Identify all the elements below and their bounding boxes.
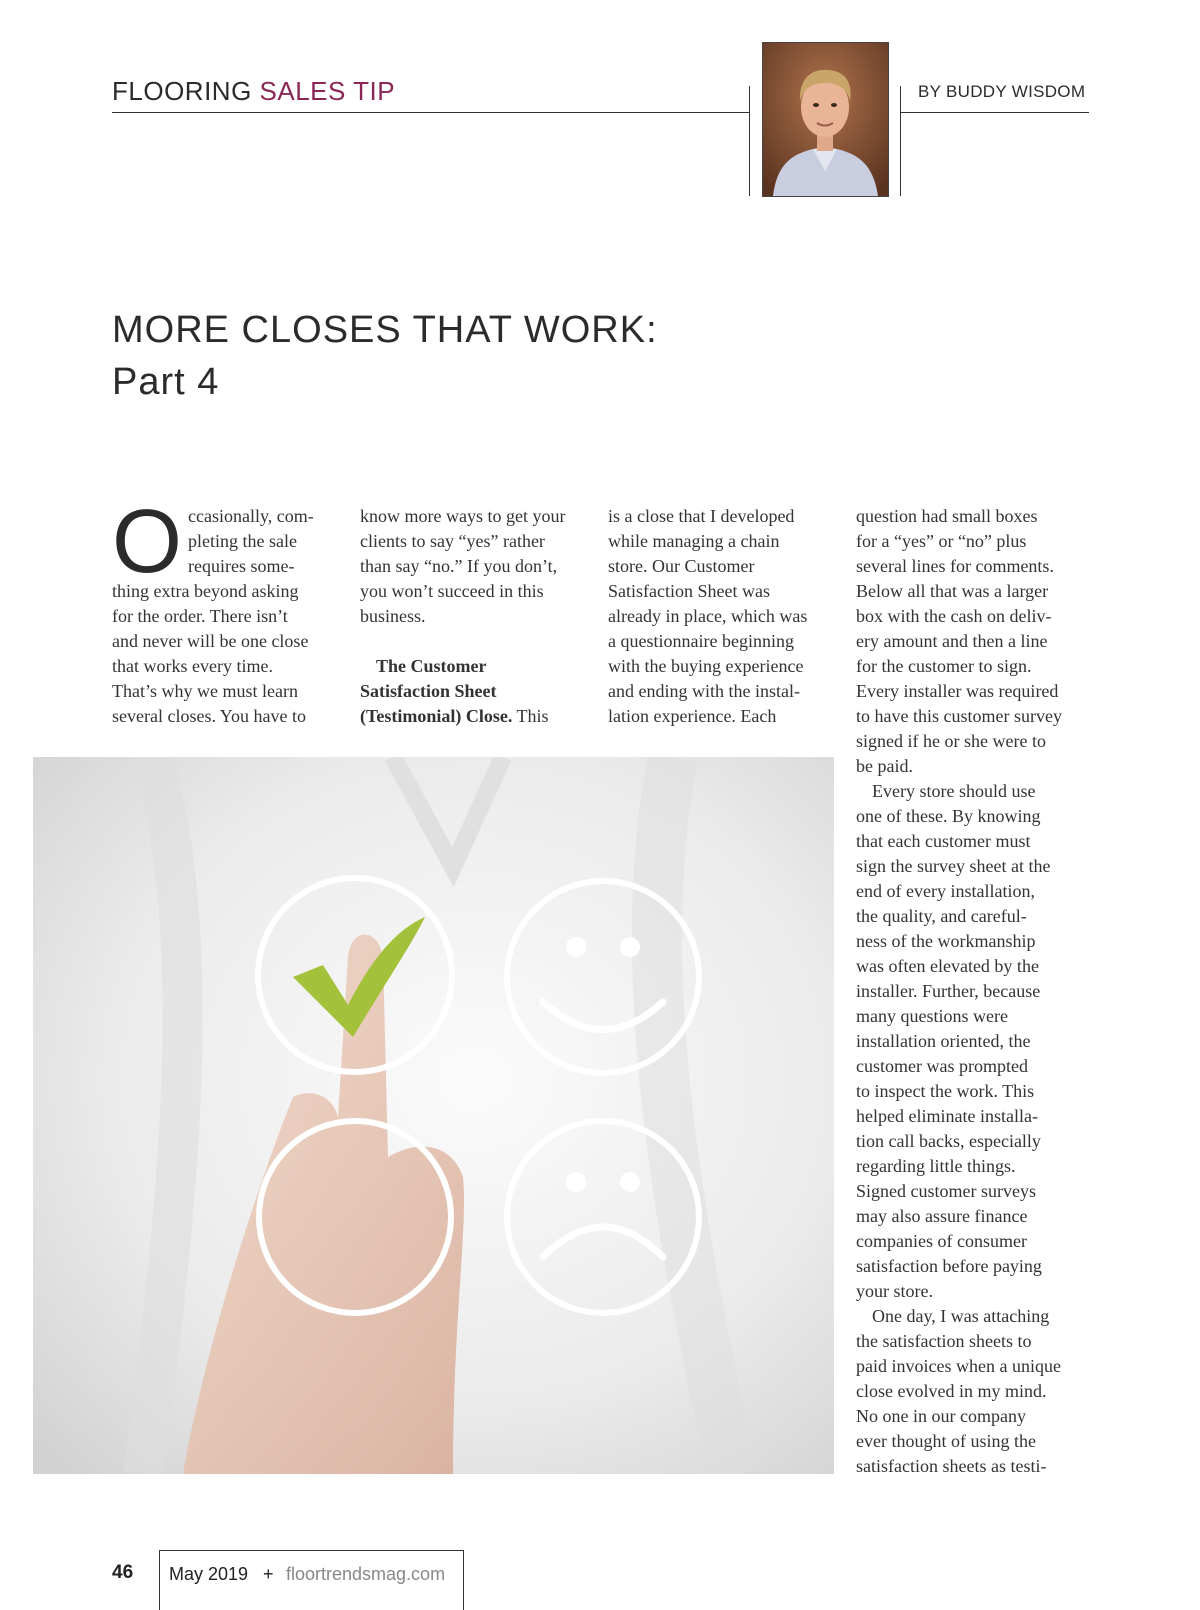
section-label: FLOORING	[112, 76, 252, 106]
text-line: installer. Further, because	[856, 981, 1041, 1001]
text-line: This	[512, 706, 549, 726]
text-line: with the buying experience	[608, 656, 804, 676]
website-link[interactable]: floortrendsmag.com	[286, 1564, 446, 1584]
subhead: The Customer	[376, 656, 487, 676]
text-line: Signed customer surveys	[856, 1181, 1036, 1201]
text-line: already in place, which was	[608, 606, 808, 626]
author-portrait	[762, 42, 889, 197]
text-line: for a “yes” or “no” plus	[856, 531, 1027, 551]
text-line: regarding little things.	[856, 1156, 1016, 1176]
text-line: that works every time.	[112, 656, 273, 676]
text-line: that each customer must	[856, 831, 1031, 851]
text-line: paid invoices when a unique	[856, 1356, 1061, 1376]
text-line: installation oriented, the	[856, 1031, 1031, 1051]
text-line: was often elevated by the	[856, 956, 1039, 976]
section-accent-label: SALES TIP	[259, 76, 396, 106]
text-line: Below all that was a larger	[856, 581, 1049, 601]
feature-photo	[33, 757, 834, 1474]
text-line: pleting the sale	[188, 531, 297, 551]
portrait-divider-right	[900, 86, 901, 196]
text-line: many questions were	[856, 1006, 1008, 1026]
text-line: requires some-	[188, 556, 295, 576]
issue-date: May 2019	[169, 1564, 249, 1584]
text-line: a questionnaire beginning	[608, 631, 794, 651]
portrait-divider-left	[749, 86, 750, 196]
text-line: be paid.	[856, 756, 913, 776]
header-rule-right	[900, 112, 1089, 113]
headline-line-1: MORE CLOSES THAT WORK:	[112, 309, 658, 351]
text-line: to have this customer survey	[856, 706, 1062, 726]
text-line: for the order. There isn’t	[112, 606, 288, 626]
text-line: the satisfaction sheets to	[856, 1331, 1032, 1351]
text-line: Every installer was required	[856, 681, 1059, 701]
headline-line-2: Part 4	[112, 361, 220, 403]
body-column-4	[856, 504, 1096, 1479]
footer-separator: +	[263, 1564, 274, 1584]
text-line: the quality, and careful-	[856, 906, 1027, 926]
text-line: companies of consumer	[856, 1231, 1027, 1251]
text-line: ness of the workmanship	[856, 931, 1036, 951]
text-line: business.	[360, 606, 426, 626]
page-number: 46	[112, 1562, 134, 1583]
text-line: several closes. You have to	[112, 706, 306, 726]
text-line: your store.	[856, 1281, 933, 1301]
text-line: than say “no.” If you don’t,	[360, 556, 558, 576]
body-column-3	[608, 504, 830, 729]
text-line: Every store should use	[872, 781, 1036, 801]
text-line: know more ways to get your	[360, 506, 566, 526]
paragraph	[856, 779, 1096, 1304]
text-line: is a close that I developed	[608, 506, 795, 526]
text-line: and never will be one close	[112, 631, 309, 651]
paragraph	[856, 504, 1096, 779]
body-column-1	[112, 492, 334, 729]
body-column-2	[360, 504, 582, 729]
text-line: sign the survey sheet at the	[856, 856, 1051, 876]
text-line: helped eliminate installa-	[856, 1106, 1038, 1126]
subhead: (Testimonial) Close.	[360, 706, 513, 726]
text-line: One day, I was attaching	[872, 1306, 1050, 1326]
text-line: Satisfaction Sheet was	[608, 581, 770, 601]
drop-cap: O	[112, 492, 183, 592]
text-line: store. Our Customer	[608, 556, 755, 576]
header-rule-left	[112, 112, 750, 113]
paragraph	[856, 1304, 1096, 1479]
article-headline	[112, 304, 658, 408]
text-line: one of these. By knowing	[856, 806, 1041, 826]
text-line: signed if he or she were to	[856, 731, 1046, 751]
text-line: question had small boxes	[856, 506, 1038, 526]
text-line: satisfaction sheets as testi-	[856, 1456, 1047, 1476]
text-line: satisfaction before paying	[856, 1256, 1042, 1276]
text-line: That’s why we must learn	[112, 681, 298, 701]
text-line: ccasionally, com-	[188, 506, 314, 526]
text-line: and ending with the instal-	[608, 681, 800, 701]
text-line: tion call backs, especially	[856, 1131, 1041, 1151]
text-line: may also assure finance	[856, 1206, 1028, 1226]
text-line: lation experience. Each	[608, 706, 777, 726]
text-line: to inspect the work. This	[856, 1081, 1035, 1101]
text-line: for the customer to sign.	[856, 656, 1032, 676]
section-kicker	[112, 76, 395, 107]
text-line: several lines for comments.	[856, 556, 1054, 576]
text-line: ever thought of using the	[856, 1431, 1036, 1451]
text-line: end of every installation,	[856, 881, 1035, 901]
text-line: customer was prompted	[856, 1056, 1028, 1076]
text-line: you won’t succeed in this	[360, 581, 544, 601]
text-line: No one in our company	[856, 1406, 1026, 1426]
text-line: clients to say “yes” rather	[360, 531, 545, 551]
text-line: close evolved in my mind.	[856, 1381, 1047, 1401]
text-line: thing extra beyond asking	[112, 581, 299, 601]
author-byline: BY BUDDY WISDOM	[918, 82, 1086, 101]
text-line: ery amount and then a line	[856, 631, 1048, 651]
text-line: while managing a chain	[608, 531, 780, 551]
text-line: box with the cash on deliv-	[856, 606, 1052, 626]
subhead: Satisfaction Sheet	[360, 681, 497, 701]
